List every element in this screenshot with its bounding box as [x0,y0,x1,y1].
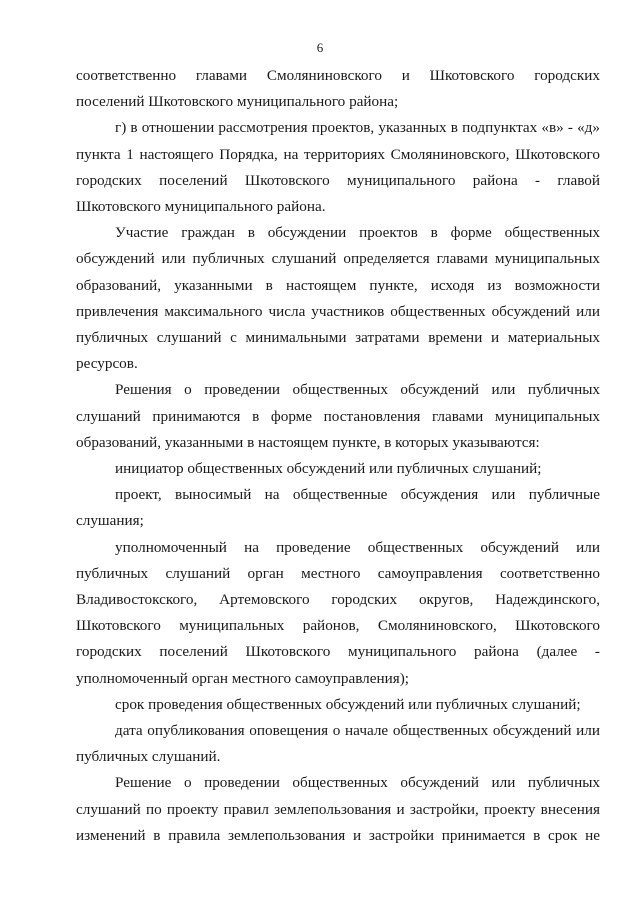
text-line: пункта 1 настоящего Порядка, на территориях Смоляниновского, Шкотовского [76,145,600,163]
paragraph [76,456,600,482]
paragraph [76,718,600,770]
text-line: слушания; [76,512,144,530]
text-line: инициатор общественных обсуждений или публичных слушаний; [115,460,542,478]
text-line: уполномоченный орган местного самоуправления); [76,669,410,687]
text-line: образований, указанными в настоящем пункте, исходя из возможности [76,276,600,294]
text-line: ресурсов. [76,355,138,373]
text-line: слушаний принимаются в форме постановления главами муниципальных [76,407,600,425]
text-line: срок проведения общественных обсуждений или публичных слушаний; [115,695,581,713]
paragraph [76,63,600,115]
text-line: образований, указанными в настоящем пункте, в которых указываются: [76,433,540,451]
text-line: публичных слушаний. [76,748,221,766]
text-line: уполномоченный на проведение общественных обсуждений или [115,538,600,556]
text-line: привлечения максимального числа участников общественных обсуждений или [76,302,600,320]
text-line: Шкотовского муниципального района. [76,198,326,216]
text-line: Участие граждан в обсуждении проектов в форме общественных [115,224,600,242]
text-line: соответственно главами Смоляниновского и Шкотовского городских [76,67,600,84]
text-line: изменений в правила землепользования и застройки принимается в срок не [76,826,600,844]
paragraph [76,770,600,849]
paragraph [76,220,600,377]
text-line: городских поселений Шкотовского муниципального района - главой [76,171,600,189]
text-line: г) в отношении рассмотрения проектов, указанных в подпунктах «в» - «д» [115,119,600,137]
paragraph [76,482,600,534]
text-line: Решение о проведении общественных обсуждений или публичных [115,774,600,792]
text-line: дата опубликования оповещения о начале общественных обсуждений или [115,722,600,740]
text-line: слушаний по проекту правил землепользования и застройки, проекту внесения [76,800,600,818]
paragraph [76,692,600,718]
text-line: Решения о проведении общественных обсуждений или публичных [115,381,600,399]
text-line: обсуждений или публичных слушаний определяется главами муниципальных [76,250,600,268]
text-line: городских поселений Шкотовского муниципального района (далее - [76,643,600,661]
text-line: поселений Шкотовского муниципального района; [76,93,399,111]
text-line: Шкотовского муниципальных районов, Смоляниновского, Шкотовского [76,617,600,635]
text-line: проект, выносимый на общественные обсуждения или публичные [115,486,600,504]
page-number: 6 [316,40,324,55]
text-line: публичных слушаний орган местного самоуправления соответственно [76,564,600,582]
paragraph [76,115,600,220]
text-line: Владивостокского, Артемовского городских округов, Надеждинского, [76,591,600,609]
paragraph [76,377,600,456]
text-line: публичных слушаний с минимальными затратами времени и материальных [76,329,600,347]
paragraph [76,535,600,692]
document-body [76,63,600,849]
